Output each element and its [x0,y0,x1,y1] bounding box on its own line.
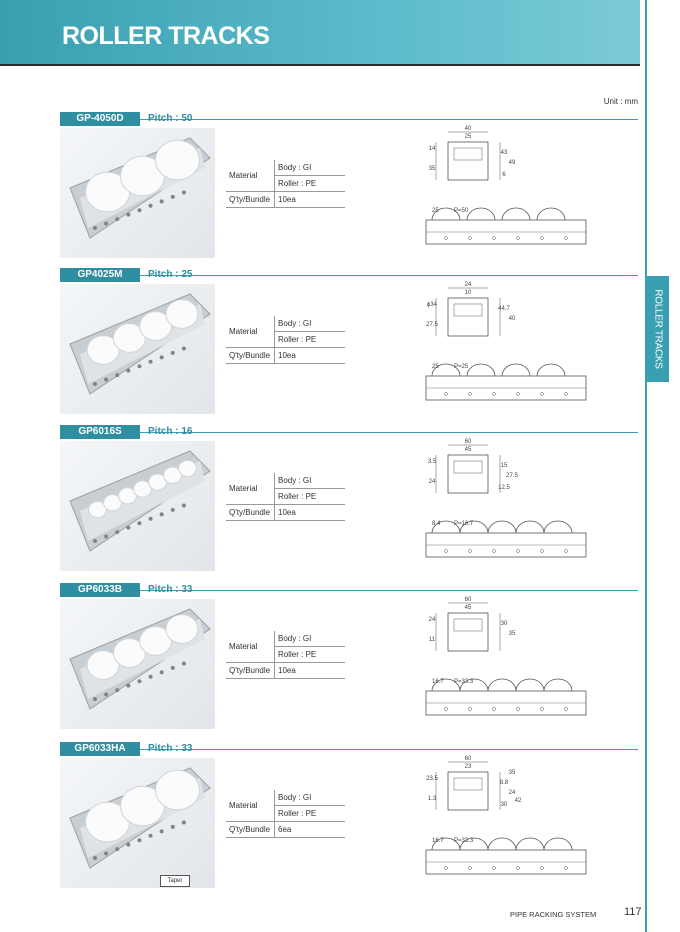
qty-label: Q'ty/Bundle [226,348,275,364]
material-label: Material [226,473,275,505]
dimension-label: 3.5 [427,459,437,465]
body-value: Body : GI [275,790,346,806]
product-photo [60,758,215,888]
product-photo [60,128,215,258]
dimension-label: 24 [428,617,436,623]
material-label: Material [226,790,275,822]
dimension-label: 44.7 [498,306,510,312]
dimension-label: 14 [428,146,436,152]
product-photo [60,284,215,414]
roller-value: Roller : PE [275,332,346,348]
dimension-label: 60 [464,756,472,762]
body-value: Body : GI [275,631,346,647]
side-dimension-label: 16.7 [432,838,444,844]
dimension-label: 25 [464,134,472,140]
material-label: Material [226,631,275,663]
side-dimension-label: P=25 [454,364,469,370]
dimension-label: ɸ34 [427,302,437,308]
page-number: 117 [624,906,642,918]
product-photo [60,441,215,571]
qty-label: Q'ty/Bundle [226,822,275,838]
qty-value: 10ea [275,663,346,679]
roller-value: Roller : PE [275,176,346,192]
dimension-label: 42 [514,798,522,804]
right-edge-bar [645,0,647,932]
product-code: GP6033B [60,583,140,597]
dimension-label: 35 [508,631,516,637]
qty-label: Q'ty/Bundle [226,505,275,521]
body-value: Body : GI [275,473,346,489]
side-dimension-label: 8.4 [432,521,441,527]
dimension-label: 40 [508,316,516,322]
product-pitch: Pitch : 50 [148,113,193,124]
roller-value: Roller : PE [275,489,346,505]
body-value: Body : GI [275,160,346,176]
body-value: Body : GI [275,316,346,332]
side-dimension-label: P=50 [454,208,469,214]
dimension-label: 45 [464,447,472,453]
product-pitch: Pitch : 33 [148,584,193,595]
dimension-label: 24 [428,479,436,485]
side-dimension-label: 16.7 [432,679,444,685]
product-code: GP6033HA [60,742,140,756]
dimension-label: 60 [464,597,472,603]
spec-table [226,790,345,838]
qty-value: 10ea [275,192,346,208]
dimension-label: 10 [464,290,472,296]
dimension-label: 35 [428,166,436,172]
dimension-label: 24 [464,282,472,288]
qty-value: 10ea [275,505,346,521]
technical-drawing [408,276,588,416]
product-pitch: Pitch : 33 [148,743,193,754]
side-tab [647,276,669,382]
dimension-label: 27.5 [506,473,518,479]
technical-drawing [408,591,588,731]
dimension-label: 24 [508,790,516,796]
qty-label: Q'ty/Bundle [226,192,275,208]
side-dimension-label: 25 [432,208,439,214]
taper-callout: Taper [160,875,190,887]
side-dimension-label: 25 [432,364,439,370]
dimension-label: 15 [500,463,508,469]
spec-table [226,473,345,521]
dimension-label: 43 [500,150,508,156]
product-code: GP4025M [60,268,140,282]
qty-label: Q'ty/Bundle [226,663,275,679]
footer-text: PIPE RACKING SYSTEM [510,910,597,919]
dimension-label: 6 [502,172,506,178]
dimension-label: 11 [428,637,436,643]
material-label: Material [226,316,275,348]
material-label: Material [226,160,275,192]
side-dimension-label: P=16.7 [454,521,474,527]
unit-label: Unit : mm [603,97,638,106]
technical-drawing [408,120,588,260]
product-code: GP6016S [60,425,140,439]
header-divider [0,64,640,66]
spec-table [226,160,345,208]
roller-value: Roller : PE [275,647,346,663]
dimension-label: 23 [464,764,472,770]
qty-value: 10ea [275,348,346,364]
dimension-label: 8.8 [499,780,509,786]
dimension-label: 40 [464,126,472,132]
dimension-label: 23.5 [426,776,438,782]
dimension-label: 30 [500,802,508,808]
product-pitch: Pitch : 16 [148,426,193,437]
technical-drawing [408,433,588,573]
spec-table [226,316,345,364]
qty-value: 6ea [275,822,346,838]
product-photo [60,599,215,729]
dimension-label: 30 [500,621,508,627]
page-title: ROLLER TRACKS [62,22,270,50]
dimension-label: 27.5 [426,322,438,328]
dimension-label: 49 [508,160,516,166]
dimension-label: 60 [464,439,472,445]
roller-value: Roller : PE [275,806,346,822]
dimension-label: 1.3 [427,796,437,802]
side-dimension-label: P=33.3 [454,679,474,685]
dimension-label: 12.5 [498,485,510,491]
product-code: GP-4050D [60,112,140,126]
product-pitch: Pitch : 25 [148,269,193,280]
side-dimension-label: P=33.3 [454,838,474,844]
side-tab-label: ROLLER TRACKS [652,289,664,369]
technical-drawing [408,750,588,890]
dimension-label: 35 [508,770,516,776]
spec-table [226,631,345,679]
dimension-label: 45 [464,605,472,611]
